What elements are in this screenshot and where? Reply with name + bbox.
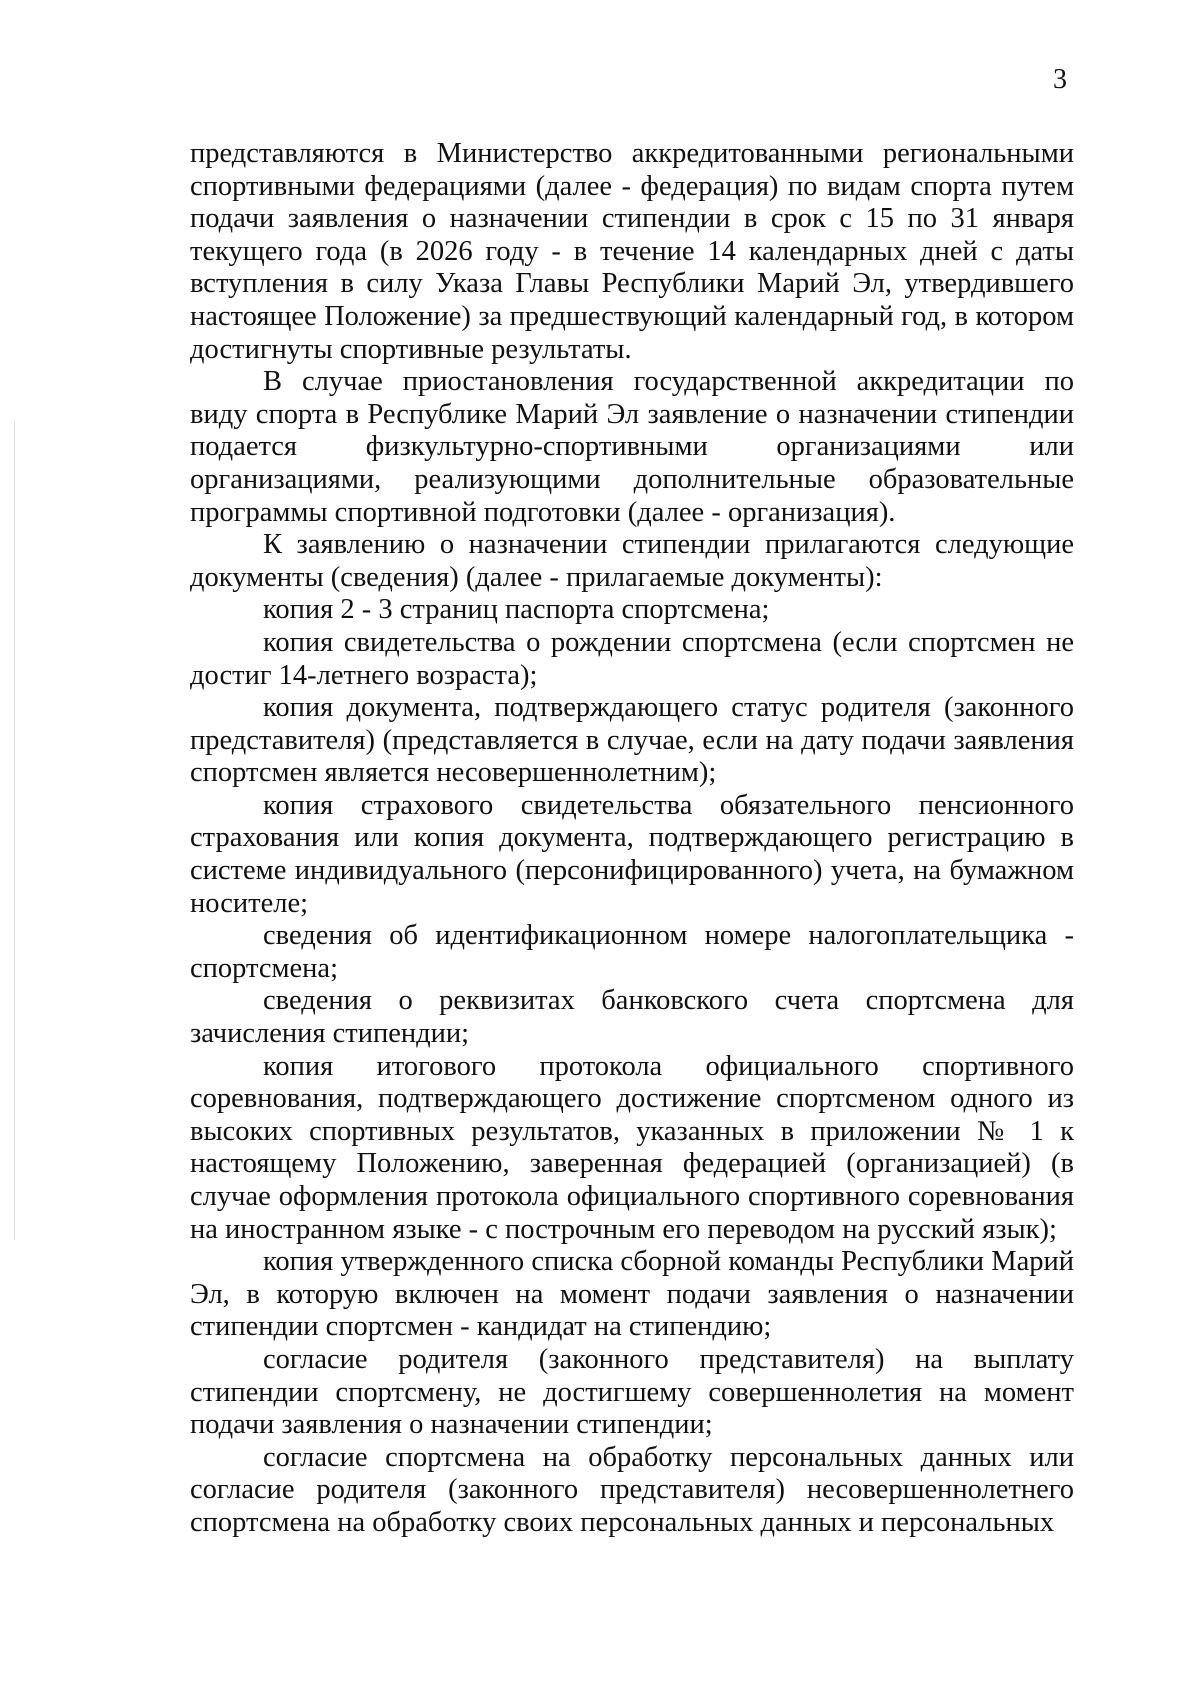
list-item: копия свидетельства о рождении спортсмена (если спортсмен не достиг 14-летнего возраста); bbox=[190, 626, 1074, 691]
paragraph: представляются в Министерство аккредитованными региональными спортивными федерациями (далее - федерация) по видам спорта путем подачи заявления о назначении стипендии в срок с 15 по 31 января текущего года (в 2026 году - в течение 14 календарных дней с даты вступления в силу Указа Главы Республики Марий Эл, утвердившего настоящее Положение) за предшествующий календарный год, в котором достигнуты спортивные результаты. bbox=[190, 138, 1074, 365]
paragraph: В случае приостановления государственной аккредитации по виду спорта в Республике Марий Эл заявление о назначении стипендии подается физкультурно-спортивными организациями или организациями, реализующими дополнительные образовательные программы спортивной подготовки (далее - организация). bbox=[190, 366, 1074, 528]
list-item: копия страхового свидетельства обязательного пенсионного страхования или копия документа, подтверждающего регистрацию в системе индивидуального (персонифицированного) учета, на бумажном носителе; bbox=[190, 789, 1074, 919]
list-item: сведения о реквизитах банковского счета спортсмена для зачисления стипендии; bbox=[190, 985, 1074, 1050]
list-item: копия итогового протокола официального спортивного соревнования, подтверждающего достижение спортсменом одного из высоких спортивных результатов, указанных в приложении № 1 к настоящему Положению, заверенная федерацией (организацией) (в случае оформления протокола официального спортивного соревнования на иностранном языке - с построчным его переводом на русский язык); bbox=[190, 1050, 1074, 1245]
scan-margin-line bbox=[14, 420, 15, 1240]
page-number: 3 bbox=[1053, 64, 1067, 95]
list-item: согласие родителя (законного представителя) на выплату стипендии спортсмену, не достигшему совершеннолетия на момент подачи заявления о назначении стипендии; bbox=[190, 1343, 1074, 1441]
list-item: копия утвержденного списка сборной команды Республики Марий Эл, в которую включен на момент подачи заявления о назначении стипендии спортсмен - кандидат на стипендию; bbox=[190, 1246, 1074, 1343]
list-item: сведения об идентификационном номере налогоплательщика - спортсмена; bbox=[190, 920, 1074, 984]
document-body bbox=[190, 138, 1074, 1540]
list-item: копия документа, подтверждающего статус родителя (законного представителя) (представляется в случае, если на дату подачи заявления спортсмен является несовершеннолетним); bbox=[190, 692, 1074, 789]
list-item: согласие спортсмена на обработку персональных данных или согласие родителя (законного представителя) несовершеннолетнего спортсмена на обработку своих персональных данных и персональных bbox=[190, 1441, 1074, 1538]
list-item: копия 2 - 3 страниц паспорта спортсмена; bbox=[263, 594, 770, 626]
paragraph: К заявлению о назначении стипендии прилагаются следующие документы (сведения) (далее - прилагаемые документы): bbox=[190, 529, 1074, 593]
